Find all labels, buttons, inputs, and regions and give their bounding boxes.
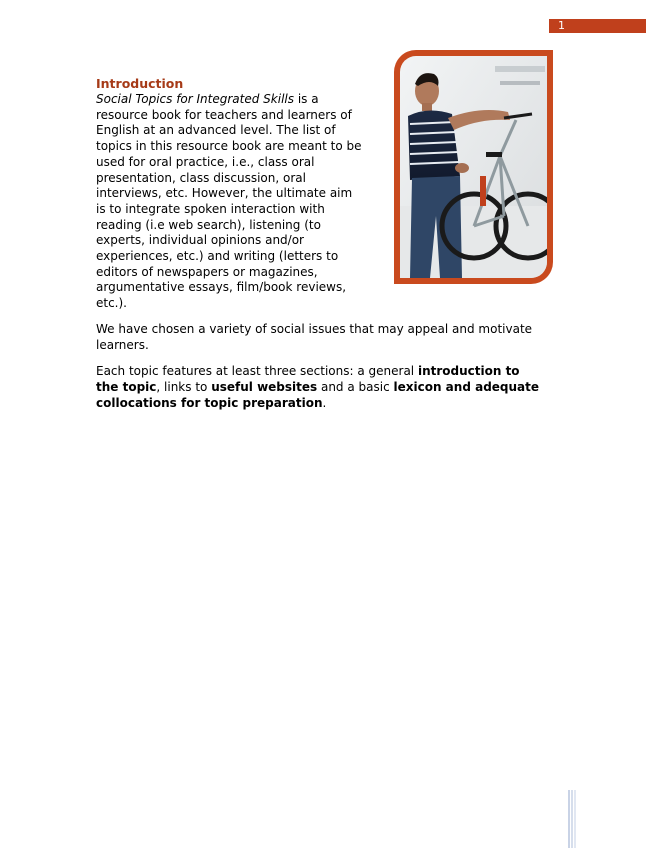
intro-paragraph-text: is a resource book for teachers and learners of English at an advanced level. The list of topics in this resource book are meant to be used for oral practice, i.e., class oral presentation, class discussion, oral interviews, etc. However, the ultimate aim is to integrate spoken interaction with reading (i.e web search), listening (to experts, individual opinions and/or experiences, etc.) and writing (letters to editors of newspapers or magazines, argumentative essays, film/book reviews, etc.).	[96, 92, 362, 311]
document-body	[96, 76, 546, 411]
sections-text-1: Each topic features at least three sections: a general	[96, 364, 418, 379]
page-number: 1	[558, 19, 565, 32]
sections-bold-2: useful websites	[211, 379, 318, 394]
sections-bold-1: introduction to the topic	[96, 364, 520, 394]
sections-text-2: , links to	[156, 379, 212, 394]
section-heading: Introduction	[96, 76, 184, 91]
sections-paragraph	[96, 364, 546, 411]
sections-text-3: and a basic	[317, 379, 394, 394]
intro-paragraph	[96, 92, 362, 312]
decorative-page-lines	[568, 790, 576, 848]
sections-text-4: .	[322, 395, 327, 410]
book-title: Social Topics for Integrated Skills	[96, 92, 294, 106]
page-number-bar	[549, 19, 646, 33]
issues-paragraph: We have chosen a variety of social issues that may appeal and motivate learners.	[96, 321, 533, 352]
sections-bold-3: lexicon and adequate collocations for topic preparation	[96, 379, 540, 410]
